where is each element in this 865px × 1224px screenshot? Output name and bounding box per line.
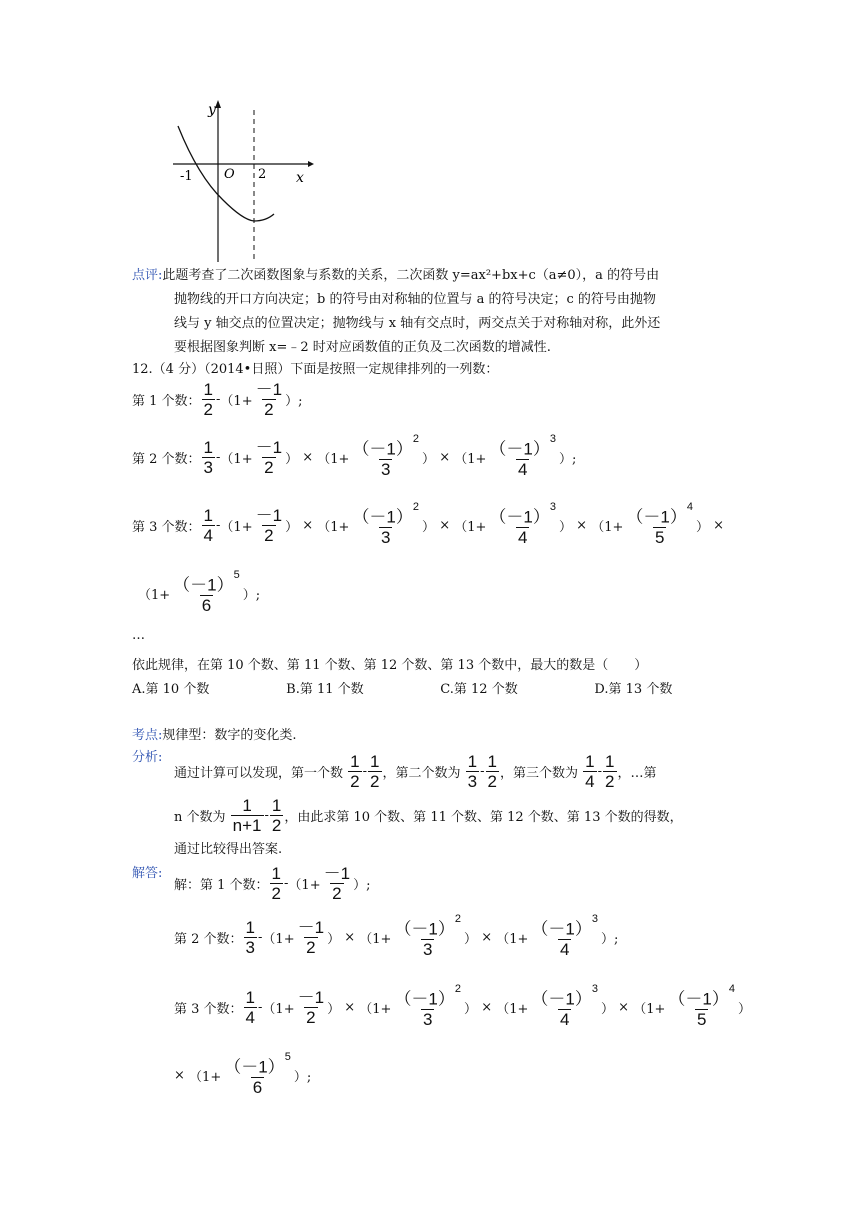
x-axis-label: x: [296, 170, 304, 186]
kaodian-label: 考点:: [132, 728, 163, 743]
question-item-3-cont: （1+ $\frac{(-1)^5}{6}$ ）;: [138, 569, 261, 615]
question-item-1: 第 1 个数： $\frac{1}{2}$ - （1+ $\frac{-1}{2}$ ）;: [132, 380, 303, 419]
question-item-2: 第 2 个数： $\frac{1}{3}$ - （1+ $\frac{-1}{2}$ ） × （1+ $\frac{(-1)^2}{3}$ ） × （1+ $\frac{(-1)^3}{4}$ ）;: [132, 433, 577, 479]
analysis-line-1: 通过计算可以发现，第一个数 $\frac{1}{2}$ - $\frac{1}{2}$ ，第二个数为 $\frac{1}{3}$ - $\frac{1}{2}$ ，第三个数为 $\frac{1}{4}$ - $\frac{1}{2}$ ，…第: [174, 752, 657, 791]
choice-c[interactable]: C.第 12 个数: [440, 682, 518, 697]
choice-b[interactable]: B.第 11 个数: [286, 682, 364, 697]
comment-line-2: 抛物线的开口方向决定；b 的符号由对称轴的位置与 a 的符号决定；c 的符号由抛物: [174, 292, 656, 307]
tick-neg1: -1: [180, 169, 193, 184]
choice-d[interactable]: D.第 13 个数: [594, 682, 673, 697]
comment-line-1: 此题考查了二次函数图象与系数的关系，二次函数 y=ax²+bx+c（a≠0），a 的符号由: [162, 268, 660, 283]
analysis-line-2: n 个数为 $\frac{1}{n+1}$ - $\frac{1}{2}$ ，由此求第 10 个数、第 11 个数、第 12 个数、第 13 个数的得数，: [174, 796, 683, 835]
comment-label: 点评:: [132, 268, 163, 283]
kaodian-text: 规律型：数字的变化类.: [162, 728, 297, 743]
comment-line-3: 线与 y 轴交点的位置决定；抛物线与 x 轴有交点时，两交点关于对称轴对称，此外还: [174, 316, 661, 331]
parabola-graph: [168, 96, 318, 266]
origin-label: O: [224, 167, 235, 182]
solution-item-2: 第 2 个数： $\frac{1}{3}$ - （1+ $\frac{-1}{2}$ ） × （1+ $\frac{(-1)^2}{3}$ ） × （1+ $\frac{(-1)^3}{4}$ ）;: [174, 913, 619, 959]
question-choices: [132, 678, 672, 697]
question-ask: 依此规律，在第 10 个数、第 11 个数、第 12 个数、第 13 个数中，最大的数是（ ）: [132, 658, 648, 673]
question-item-3: 第 3 个数： $\frac{1}{4}$ - （1+ $\frac{-1}{2}$ ） × （1+ $\frac{(-1)^2}{3}$ ） × （1+ $\frac{(-1)^3}{4}$ ） × （1+ $\frac{(-1)^4}{5}$ ） ×: [132, 501, 725, 547]
comment-block: [132, 264, 660, 360]
analysis-label: 分析:: [132, 750, 163, 765]
question-header: 12.（4 分）（2014•日照）下面是按照一定规律排列的一列数：: [132, 362, 499, 377]
solution-item-3-cont: × （1+ $\frac{(-1)^5}{6}$ ）;: [174, 1051, 312, 1097]
solution-item-3: 第 3 个数： $\frac{1}{4}$ - （1+ $\frac{-1}{2}$ ） × （1+ $\frac{(-1)^2}{3}$ ） × （1+ $\frac{(-1)^3}{4}$ ） × （1+ $\frac{(-1)^4}{5}$ ）: [174, 983, 751, 1029]
choice-a[interactable]: A.第 10 个数: [132, 682, 210, 697]
question-ellipsis: …: [132, 628, 145, 643]
comment-line-4: 要根据图象判断 x=﹣2 时对应函数值的正负及二次函数的增减性.: [174, 340, 551, 355]
analysis-line-3: 通过比较得出答案.: [174, 842, 283, 857]
y-axis-label: y: [208, 102, 216, 118]
kaodian-row: [132, 724, 297, 743]
solution-item-1: 解：第 1 个数： $\frac{1}{2}$ - （1+ $\frac{-1}{2}$ ）;: [174, 864, 371, 903]
tick-2: 2: [258, 167, 267, 182]
solution-label: 解答:: [132, 866, 163, 881]
x-axis-arrow: [308, 161, 314, 167]
